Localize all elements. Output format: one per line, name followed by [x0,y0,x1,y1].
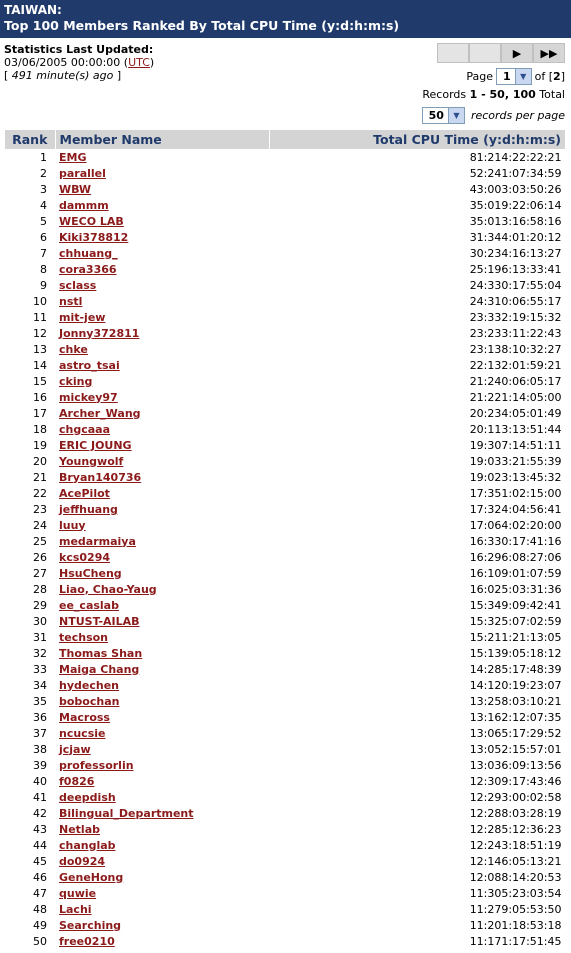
cpu-time-cell: 22:132:01:59:21 [469,358,562,372]
rank-cell: 28 [33,582,47,596]
member-link[interactable]: Maiga Chang [59,662,140,676]
rank-cell: 32 [33,646,47,660]
member-link[interactable]: Kiki378812 [59,230,129,244]
member-cell [55,149,269,165]
member-cell [55,229,269,245]
member-cell [55,645,269,661]
member-cell [55,725,269,741]
cpu-time-cell: 24:330:17:55:04 [469,278,562,292]
rank-cell: 49 [33,918,47,932]
member-cell [55,661,269,677]
cpu-time-cell: 12:146:05:13:21 [469,854,562,868]
table-row [5,837,566,853]
rank-cell: 18 [33,422,47,436]
total-pages: 2 [553,70,561,83]
member-link[interactable]: Searching [59,918,122,932]
member-link[interactable]: GeneHong [59,870,124,884]
member-link[interactable]: f0826 [59,774,95,788]
member-cell [55,821,269,837]
member-cell [55,197,269,213]
member-link[interactable]: Bilingual_Department [59,806,194,820]
member-cell [55,293,269,309]
rank-cell: 41 [33,790,47,804]
table-row [5,725,566,741]
cpu-time-cell: 17:324:04:56:41 [469,502,562,516]
cpu-time-cell: 35:019:22:06:14 [469,198,562,212]
rank-cell: 5 [40,214,47,228]
member-cell [55,757,269,773]
rank-cell: 20 [33,454,47,468]
member-link[interactable]: NTUST-AILAB [59,614,140,628]
next-icon: ▶ [512,46,522,60]
member-link[interactable]: sclass [59,278,97,292]
rank-cell: 27 [33,566,47,580]
member-link[interactable]: deepdish [59,790,116,804]
records-row [422,88,565,101]
member-cell [55,437,269,453]
cpu-time-cell: 19:307:14:51:11 [469,438,562,452]
table-row [5,309,566,325]
member-cell [55,389,269,405]
rank-cell: 50 [33,934,47,948]
member-link[interactable]: kcs0294 [59,550,110,564]
cpu-time-cell: 35:013:16:58:16 [469,214,562,228]
member-link[interactable]: Liao, Chao-Yaug [59,582,157,596]
member-link[interactable]: EMG [59,150,87,164]
member-cell [55,853,269,869]
cpu-time-cell: 16:025:03:31:36 [469,582,562,596]
member-cell [55,245,269,261]
member-cell [55,501,269,517]
member-cell [55,581,269,597]
table-row [5,581,566,597]
table-row [5,517,566,533]
stats-datetime: 03/06/2005 00:00:00 [4,56,121,69]
member-cell [55,741,269,757]
member-cell [55,453,269,469]
cpu-time-cell: 12:088:14:20:53 [469,870,562,884]
member-cell [55,533,269,549]
cpu-time-cell: 15:139:05:18:12 [469,646,562,660]
member-cell [55,901,269,917]
cpu-time-cell: 13:052:15:57:01 [469,742,562,756]
cpu-time-cell: 30:234:16:13:27 [469,246,562,260]
member-link[interactable]: Netlab [59,822,100,836]
member-link[interactable]: mickey97 [59,390,118,404]
page-label: Page [466,70,493,83]
member-cell [55,373,269,389]
table-row [5,533,566,549]
rank-cell: 26 [33,550,47,564]
cpu-time-cell: 24:310:06:55:17 [469,294,562,308]
rank-cell: 39 [33,758,47,772]
member-link[interactable]: free0210 [59,934,115,948]
table-row [5,469,566,485]
records-range: 1 - 50, 100 [469,88,536,101]
first-page-button [437,43,469,63]
rank-cell: 22 [33,486,47,500]
cpu-time-cell: 11:201:18:53:18 [469,918,562,932]
cpu-time-cell: 11:171:17:51:45 [469,934,562,948]
table-row [5,933,566,949]
rank-cell: 48 [33,902,47,916]
rank-cell: 34 [33,678,47,692]
member-link[interactable]: professorlin [59,758,134,772]
table-row [5,821,566,837]
table-row [5,405,566,421]
member-cell [55,469,269,485]
member-link[interactable]: hydechen [59,678,119,692]
rank-cell: 23 [33,502,47,516]
table-row [5,357,566,373]
table-row [5,373,566,389]
member-link[interactable]: Lachi [59,902,92,916]
table-row [5,197,566,213]
cpu-time-cell: 21:221:14:05:00 [469,390,562,404]
chevron-down-icon: ▼ [515,69,531,84]
member-cell [55,837,269,853]
table-row [5,277,566,293]
member-cell [55,213,269,229]
per-page-select[interactable] [422,107,465,124]
member-link[interactable]: luuy [59,518,86,532]
rank-cell: 44 [33,838,47,852]
rank-cell: 16 [33,390,47,404]
region-title: TAIWAN: [4,3,62,17]
per-page-row [419,107,565,124]
member-cell [55,613,269,629]
rank-cell: 17 [33,406,47,420]
member-cell [55,309,269,325]
col-rank[interactable]: Rank [5,130,55,149]
member-cell [55,325,269,341]
table-row [5,885,566,901]
prev-page-button [469,43,501,63]
table-row [5,709,566,725]
table-row [5,245,566,261]
rank-cell: 37 [33,726,47,740]
stats-ago-line: [ 491 minute(s) ago ] [4,69,122,82]
rank-cell: 21 [33,470,47,484]
member-cell [55,869,269,885]
utc-link[interactable]: UTC [128,56,150,69]
cpu-time-cell: 20:234:05:01:49 [469,406,562,420]
page-header [0,0,571,38]
member-link[interactable]: ee_caslab [59,598,119,612]
cpu-time-cell: 12:243:18:51:19 [469,838,562,852]
member-cell [55,709,269,725]
member-link[interactable]: chhuang_ [59,246,118,260]
member-cell [55,277,269,293]
table-row [5,789,566,805]
last-icon: ▶▶ [540,46,558,60]
cpu-time-cell: 13:065:17:29:52 [469,726,562,740]
table-row [5,661,566,677]
cpu-time-cell: 13:162:12:07:35 [469,710,562,724]
member-link[interactable]: bobochan [59,694,120,708]
cpu-time-cell: 16:296:08:27:06 [469,550,562,564]
rank-cell: 36 [33,710,47,724]
rank-cell: 4 [40,198,47,212]
of-label: of [534,70,546,83]
member-cell [55,565,269,581]
table-row [5,293,566,309]
per-page-value: 50 [428,109,444,122]
rank-cell: 9 [40,278,47,292]
next-page-button[interactable] [501,43,533,63]
table-row [5,805,566,821]
rank-cell: 33 [33,662,47,676]
table-row [5,613,566,629]
table-row [5,773,566,789]
table-row [5,645,566,661]
table-row [5,549,566,565]
rank-cell: 46 [33,870,47,884]
rank-cell: 43 [33,822,47,836]
cpu-time-cell: 11:279:05:53:50 [469,902,562,916]
rank-cell: 14 [33,358,47,372]
member-cell [55,549,269,565]
member-link[interactable]: parallel [59,166,106,180]
records-label: Records [422,88,467,101]
per-page-label: records per page [470,109,565,122]
member-link[interactable]: do0924 [59,854,106,868]
member-link[interactable]: Thomas Shan [59,646,143,660]
member-link[interactable]: medarmaiya [59,534,136,548]
table-row [5,341,566,357]
cpu-time-cell: 16:330:17:41:16 [469,534,562,548]
rank-cell: 8 [40,262,47,276]
rank-cell: 29 [33,598,47,612]
rank-cell: 1 [40,150,47,164]
member-link[interactable]: jeffhuang [59,502,118,516]
member-cell [55,181,269,197]
table-row [5,213,566,229]
member-link[interactable]: jcjaw [59,742,91,756]
rank-cell: 25 [33,534,47,548]
rank-cell: 42 [33,806,47,820]
member-link[interactable]: mit-jew [59,310,106,324]
cpu-time-cell: 23:138:10:32:27 [469,342,562,356]
table-row [5,869,566,885]
cpu-time-cell: 23:332:19:15:32 [469,310,562,324]
member-link[interactable]: ERIC JOUNG [59,438,132,452]
member-cell [55,885,269,901]
member-cell [55,517,269,533]
table-row [5,501,566,517]
member-link[interactable]: techson [59,630,109,644]
member-cell [55,677,269,693]
member-cell [55,597,269,613]
stats-block [4,43,154,82]
member-cell [55,917,269,933]
table-row [5,677,566,693]
cpu-time-cell: 81:214:22:22:21 [469,150,562,164]
table-row [5,389,566,405]
page-select-value: 1 [502,70,511,83]
table-row [5,629,566,645]
stats-label: Statistics Last Updated: [4,43,154,56]
rank-cell: 24 [33,518,47,532]
table-row [5,565,566,581]
table-row [5,421,566,437]
member-cell [55,261,269,277]
member-link[interactable]: changlab [59,838,116,852]
cpu-time-cell: 52:241:07:34:59 [469,166,562,180]
table-row [5,165,566,181]
cpu-time-cell: 17:064:02:20:00 [469,518,562,532]
table-row [5,261,566,277]
cpu-time-cell: 16:109:01:07:59 [469,566,562,580]
member-link[interactable]: AcePilot [59,486,110,500]
member-link[interactable]: Jonny372811 [59,326,140,340]
member-cell [55,357,269,373]
ranking-table [5,130,566,949]
member-link[interactable]: chgcaaa [59,422,111,436]
member-link[interactable]: dammm [59,198,109,212]
member-link[interactable]: Macross [59,710,110,724]
table-row [5,229,566,245]
member-cell [55,629,269,645]
member-link[interactable]: chke [59,342,88,356]
cpu-time-cell: 15:349:09:42:41 [469,598,562,612]
cpu-time-cell: 11:305:23:03:54 [469,886,562,900]
cpu-time-cell: 31:344:01:20:12 [469,230,562,244]
member-link[interactable]: cora3366 [59,262,117,276]
rank-cell: 10 [33,294,47,308]
member-cell [55,405,269,421]
stats-ago: 491 minute(s) ago [11,69,114,82]
member-link[interactable]: astro_tsai [59,358,120,372]
cpu-time-cell: 12:285:12:36:23 [469,822,562,836]
member-link[interactable]: cking [59,374,93,388]
table-row [5,485,566,501]
member-link[interactable]: Archer_Wang [59,406,141,420]
cpu-time-cell: 17:351:02:15:00 [469,486,562,500]
table-row [5,437,566,453]
cpu-time-cell: 14:285:17:48:39 [469,662,562,676]
member-link[interactable]: quwie [59,886,97,900]
member-link[interactable]: ncucsie [59,726,106,740]
rank-cell: 47 [33,886,47,900]
member-link[interactable]: WECO LAB [59,214,124,228]
member-link[interactable]: nstl [59,294,83,308]
rank-cell: 11 [33,310,47,324]
col-cpu-time[interactable]: Total CPU Time (y:d:h:m:s) [269,130,565,149]
table-row [5,917,566,933]
rank-cell: 19 [33,438,47,452]
member-link[interactable]: Bryan140736 [59,470,142,484]
rank-cell: 30 [33,614,47,628]
table-row [5,901,566,917]
member-cell [55,421,269,437]
table-body [5,149,566,949]
rank-cell: 12 [33,326,47,340]
cpu-time-cell: 43:003:03:50:26 [469,182,562,196]
member-cell [55,485,269,501]
rank-cell: 45 [33,854,47,868]
member-cell [55,933,269,949]
cpu-time-cell: 20:113:13:51:44 [469,422,562,436]
rank-cell: 31 [33,630,47,644]
cpu-time-cell: 12:293:00:02:58 [469,790,562,804]
member-cell [55,693,269,709]
member-link[interactable]: HsuCheng [59,566,122,580]
member-link[interactable]: Youngwolf [59,454,124,468]
cpu-time-cell: 25:196:13:33:41 [469,262,562,276]
table-row [5,149,566,165]
rank-cell: 15 [33,374,47,388]
table-row [5,597,566,613]
cpu-time-cell: 15:211:21:13:05 [469,630,562,644]
rank-cell: 3 [40,182,47,196]
table-row [5,853,566,869]
member-cell [55,789,269,805]
member-cell [55,341,269,357]
records-total-label: Total [539,88,565,101]
cpu-time-cell: 13:258:03:10:21 [469,694,562,708]
rank-cell: 35 [33,694,47,708]
rank-cell: 40 [33,774,47,788]
rank-cell: 7 [40,246,47,260]
member-cell [55,165,269,181]
table-row [5,453,566,469]
cpu-time-cell: 19:023:13:45:32 [469,470,562,484]
member-cell [55,773,269,789]
cpu-time-cell: 15:325:07:02:59 [469,614,562,628]
table-row [5,325,566,341]
cpu-time-cell: 23:233:11:22:43 [469,326,562,340]
table-row [5,181,566,197]
toolbar-area [0,38,571,130]
cpu-time-cell: 12:288:03:28:19 [469,806,562,820]
rank-cell: 13 [33,342,47,356]
table-row [5,757,566,773]
cpu-time-cell: 21:240:06:05:17 [469,374,562,388]
rank-cell: 2 [40,166,47,180]
table-row [5,741,566,757]
rank-cell: 6 [40,230,47,244]
pager-buttons [437,43,565,63]
col-member-name[interactable]: Member Name [55,130,269,149]
cpu-time-cell: 14:120:19:23:07 [469,678,562,692]
page-title: Top 100 Members Ranked By Total CPU Time (y:d:h:m:s) [4,18,400,33]
page-select-row: Page 1 ▼ of [ 2 ] [466,70,565,83]
cpu-time-cell: 19:033:21:55:39 [469,454,562,468]
table-row [5,693,566,709]
last-page-button[interactable] [533,43,565,63]
rank-cell: 38 [33,742,47,756]
stats-datetime-line: 03/06/2005 00:00:00 (UTC) [4,56,155,69]
page-select[interactable] [496,68,532,85]
cpu-time-cell: 12:309:17:43:46 [469,774,562,788]
chevron-down-icon: ▼ [448,108,464,123]
member-link[interactable]: WBW [59,182,92,196]
table-header-row [5,130,566,149]
cpu-time-cell: 13:036:09:13:56 [469,758,562,772]
member-cell [55,805,269,821]
